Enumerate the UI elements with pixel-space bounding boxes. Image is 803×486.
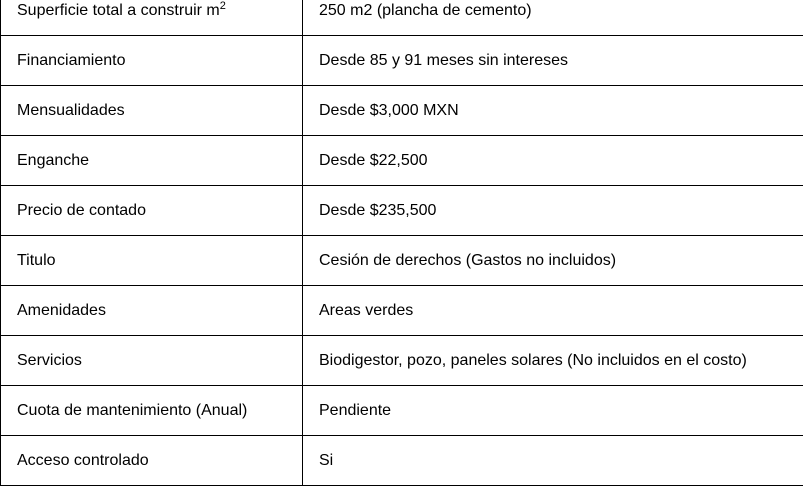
row-label-financiamiento: Financiamiento [1, 36, 303, 86]
row-label-acceso-controlado: Acceso controlado [1, 436, 303, 486]
table-row [1, 336, 803, 386]
row-label-amenidades: Amenidades [1, 286, 303, 336]
row-label-servicios: Servicios [1, 336, 303, 386]
row-value-cuota-mantenimiento: Pendiente [303, 386, 803, 436]
row-value-acceso-controlado: Si [303, 436, 803, 486]
table-row [1, 386, 803, 436]
table-row [1, 36, 803, 86]
table-row [1, 0, 803, 36]
row-value-amenidades: Areas verdes [303, 286, 803, 336]
table-row [1, 236, 803, 286]
row-value-enganche: Desde $22,500 [303, 136, 803, 186]
superscript-2: 2 [220, 0, 226, 12]
table-row [1, 86, 803, 136]
row-value-superficie: 250 m2 (plancha de cemento) [303, 0, 803, 36]
row-value-servicios: Biodigestor, pozo, paneles solares (No incluidos en el costo) [303, 336, 803, 386]
table-row [1, 436, 803, 486]
row-value-mensualidades: Desde $3,000 MXN [303, 86, 803, 136]
row-label-enganche: Enganche [1, 136, 303, 186]
row-label-mensualidades: Mensualidades [1, 86, 303, 136]
row-label-cuota-mantenimiento: Cuota de mantenimiento (Anual) [1, 386, 303, 436]
row-value-titulo: Cesión de derechos (Gastos no incluidos) [303, 236, 803, 286]
table-row [1, 136, 803, 186]
row-label-superficie: Superficie total a construir $m^2$ [1, 0, 303, 36]
row-value-precio-contado: Desde $235,500 [303, 186, 803, 236]
table-row [1, 186, 803, 236]
table-row [1, 286, 803, 336]
row-label-precio-contado: Precio de contado [1, 186, 303, 236]
row-value-financiamiento: Desde 85 y 91 meses sin intereses [303, 36, 803, 86]
row-label-titulo: Titulo [1, 236, 303, 286]
